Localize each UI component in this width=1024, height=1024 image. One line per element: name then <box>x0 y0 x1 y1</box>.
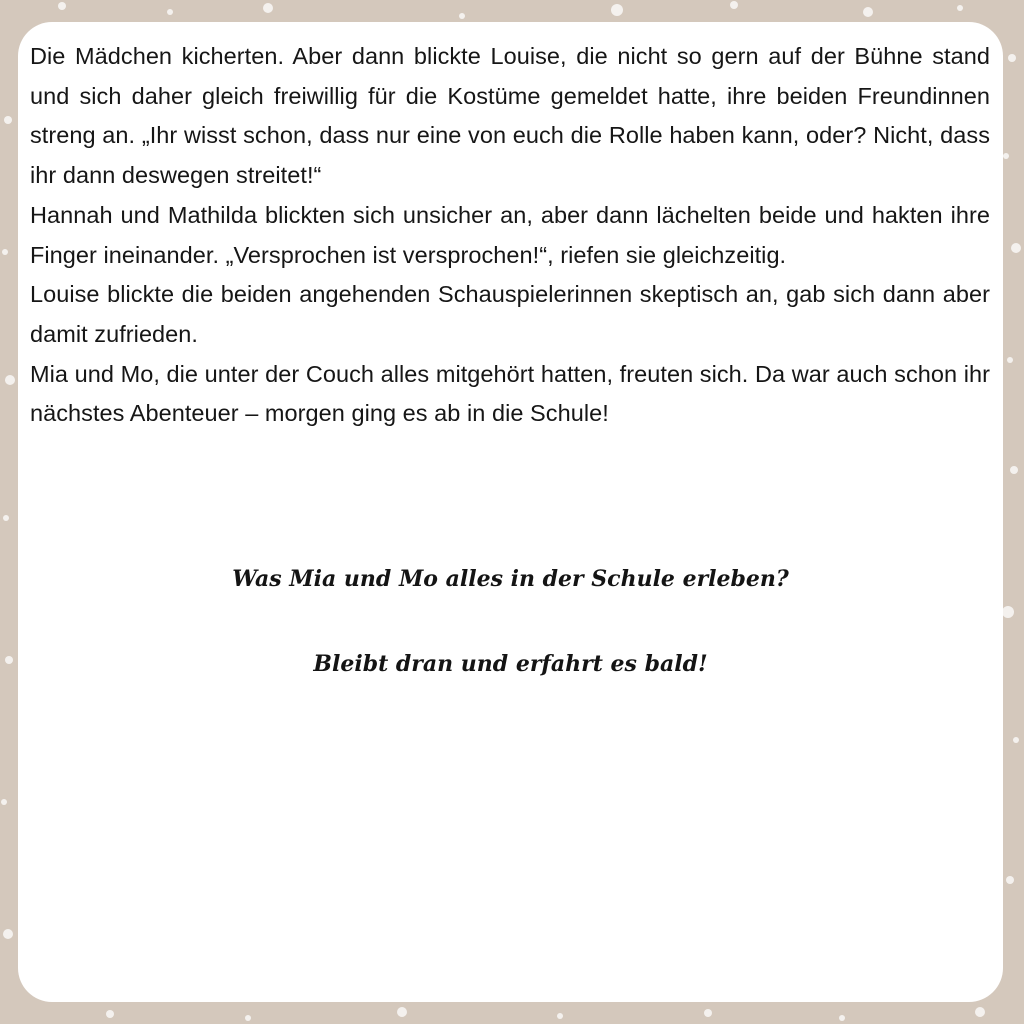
story-paragraph-2: Hannah und Mathilda blickten sich unsicher an, aber dann lächelten beide und hakten ihre Finger ineinander. „Versprochen ist versprochen!“, riefen sie gleichzeitig. <box>30 201 990 268</box>
story-paragraph-4: Mia und Mo, die unter der Couch alles mitgehört hatten, freuten sich. Da war auch schon ihr nächstes Abenteuer – morgen ging es ab in die Schule! <box>30 360 990 427</box>
story-paragraph-3: Louise blickte die beiden angehenden Schauspielerinnen skeptisch an, gab sich dann aber damit zufrieden. <box>30 281 990 347</box>
teaser-closing: Bleibt dran und erfahrt es bald! <box>313 651 708 677</box>
story-paragraph-1: Die Mädchen kicherten. Aber dann blickte Louise, die nicht so gern auf der Bühne stand und sich daher gleich freiwillig für die Kostüme gemeldet hatte, ihre beiden Freundinnen streng an. „Ihr wisst schon, dass nur eine von euch die Rolle haben kann, oder? Nicht, dass ihr dann deswegen streitet!“ <box>30 43 990 189</box>
story-text-block <box>30 37 990 434</box>
teaser-question: Was Mia und Mo alles in der Schule erleben? <box>232 566 789 592</box>
